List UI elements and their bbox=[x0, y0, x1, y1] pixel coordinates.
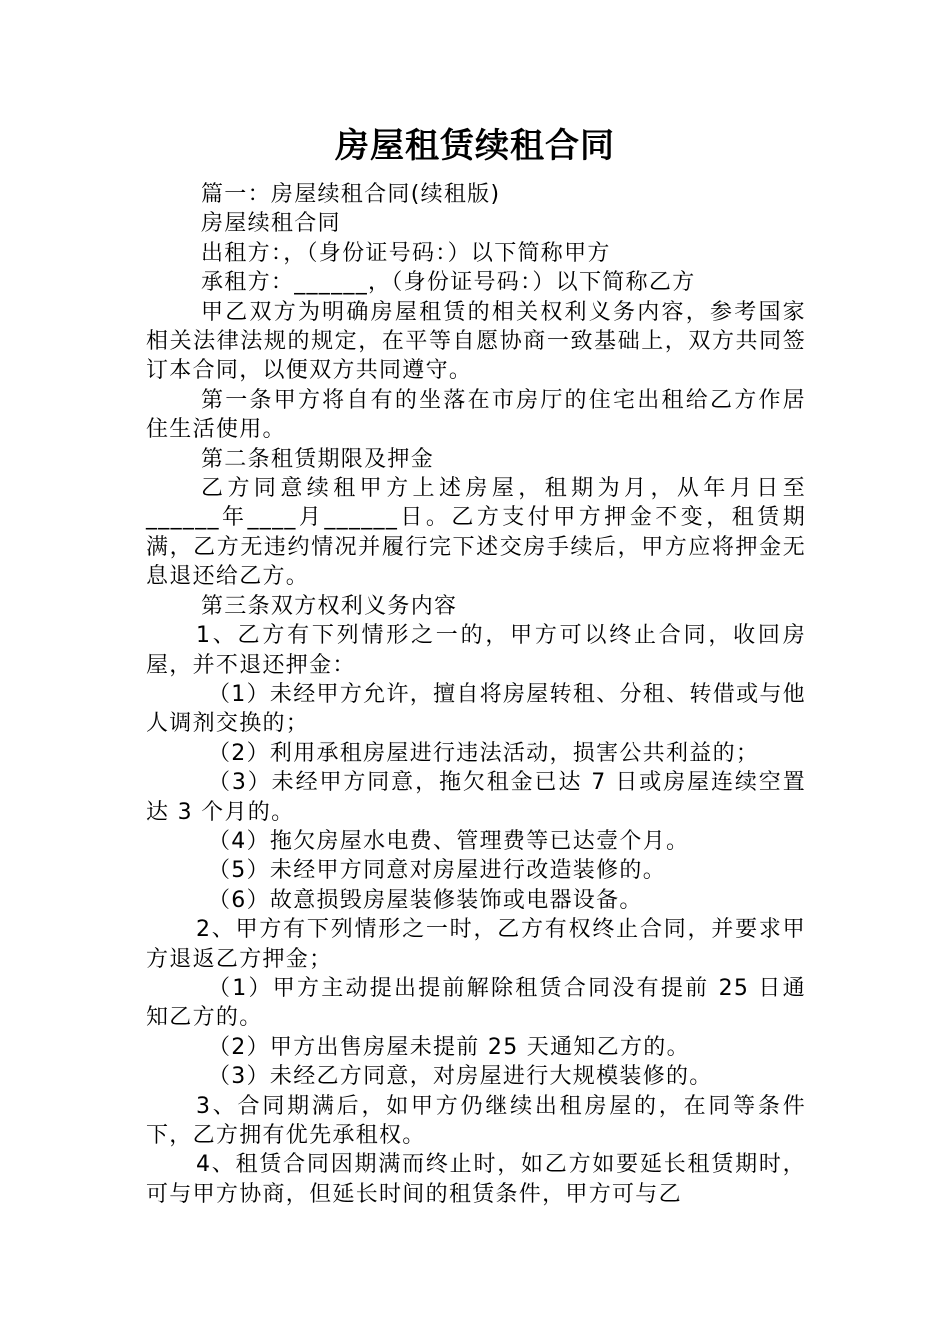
paragraph: 3、合同期满后，如甲方仍继续出租房屋的，在同等条件下，乙方拥有优先承租权。 bbox=[146, 1093, 806, 1148]
paragraph: 1、乙方有下列情形之一的，甲方可以终止合同，收回房屋，并不退还押金： bbox=[146, 623, 806, 678]
document-title: 房屋租赁续租合同 bbox=[335, 126, 615, 166]
paragraph: （2）甲方出售房屋未提前 25 天通知乙方的。 bbox=[208, 1034, 690, 1060]
paragraph: 乙方同意续租甲方上述房屋，租期为月，从年月日至______年____月______日。乙方支付甲方押金不变，租赁期满，乙方无违约情况并履行完下述交房手续后，甲方应将押金无息退还给乙方。 bbox=[146, 476, 806, 590]
paragraph: （3）未经乙方同意，对房屋进行大规模装修的。 bbox=[208, 1064, 713, 1090]
paragraph: （6）故意损毁房屋装修装饰或电器设备。 bbox=[208, 887, 643, 913]
paragraph: （4）拖欠房屋水电费、管理费等已达壹个月。 bbox=[208, 828, 690, 854]
paragraph: 出租方：，（身份证号码：）以下简称甲方 bbox=[201, 240, 611, 266]
paragraph: 第一条甲方将自有的坐落在市房厅的住宅出租给乙方作居住生活使用。 bbox=[146, 387, 806, 443]
paragraph: 4、租赁合同因期满而终止时，如乙方如要延长租赁期时，可与甲方协商，但延长时间的租赁条件，甲方可与乙 bbox=[146, 1152, 806, 1207]
paragraph: 甲乙双方为明确房屋租赁的相关权利义务内容，参考国家相关法律法规的规定，在平等自愿协商一致基础上，双方共同签订本合同，以便双方共同遵守。 bbox=[146, 299, 806, 384]
paragraph: 房屋续租合同 bbox=[201, 211, 341, 237]
paragraph: （5）未经甲方同意对房屋进行改造装修的。 bbox=[208, 858, 666, 884]
paragraph: 第二条租赁期限及押金 bbox=[201, 446, 435, 472]
paragraph: 篇一：房屋续租合同(续租版) bbox=[201, 182, 501, 207]
document-body bbox=[146, 180, 806, 1209]
paragraph: （3）未经甲方同意，拖欠租金已达 7 日或房屋连续空置达 3 个月的。 bbox=[146, 770, 806, 825]
paragraph: 承租方：______，（身份证号码：）以下简称乙方 bbox=[201, 270, 696, 296]
paragraph: 2、甲方有下列情形之一时，乙方有权终止合同，并要求甲方退返乙方押金； bbox=[146, 917, 806, 972]
paragraph: （2）利用承租房屋进行违法活动，损害公共利益的； bbox=[208, 740, 760, 766]
paragraph: （1）未经甲方允许，擅自将房屋转租、分租、转借或与他人调剂交换的； bbox=[146, 681, 806, 737]
paragraph: （1）甲方主动提出提前解除租赁合同没有提前 25 日通知乙方的。 bbox=[146, 975, 806, 1031]
paragraph: 第三条双方权利义务内容 bbox=[201, 593, 458, 619]
